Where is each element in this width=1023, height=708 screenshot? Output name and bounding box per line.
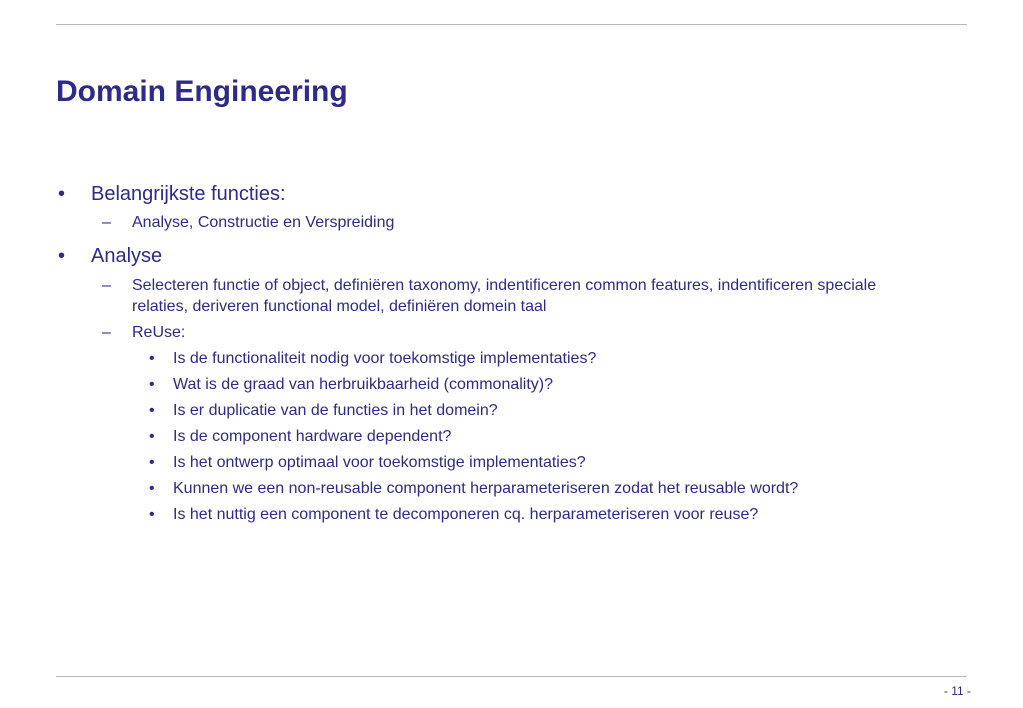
slide-content bbox=[56, 180, 936, 525]
top-divider bbox=[56, 24, 967, 25]
reuse-item bbox=[56, 374, 936, 395]
bullet-dash: – bbox=[102, 214, 111, 231]
sub-bullet-analyse-constructie bbox=[56, 212, 936, 233]
sub-bullet-selecteren bbox=[56, 275, 936, 317]
reuse-item bbox=[56, 348, 936, 369]
reuse-item-text: Is het ontwerp optimaal voor toekomstige implementaties? bbox=[173, 454, 586, 471]
bullet-dot: • bbox=[149, 428, 155, 445]
bullet-dot: • bbox=[58, 245, 66, 267]
page-number: - 11 - bbox=[943, 684, 971, 698]
bullet-dot: • bbox=[58, 183, 66, 205]
sub-bullet-text: Analyse, Constructie en Verspreiding bbox=[132, 214, 395, 231]
reuse-item-text: Kunnen we een non-reusable component herparameteriseren zodat het reusable wordt? bbox=[173, 480, 799, 497]
sub-bullet-reuse bbox=[56, 322, 936, 343]
reuse-item-text: Is het nuttig een component te decomponeren cq. herparameteriseren voor reuse? bbox=[173, 506, 759, 523]
sub-bullet-text: ReUse: bbox=[132, 324, 186, 341]
reuse-item-text: Is de functionaliteit nodig voor toekomstige implementaties? bbox=[173, 350, 597, 367]
bullet-dot: • bbox=[149, 376, 155, 393]
bullet-dot: • bbox=[149, 350, 155, 367]
reuse-item bbox=[56, 426, 936, 447]
reuse-item-text: Wat is de graad van herbruikbaarheid (commonality)? bbox=[173, 376, 554, 393]
reuse-item bbox=[56, 478, 936, 499]
slide-title: Domain Engineering bbox=[56, 75, 348, 108]
bullet-dot: • bbox=[149, 402, 155, 419]
reuse-item bbox=[56, 400, 936, 421]
bullet-dash: – bbox=[102, 277, 111, 294]
bullet-dot: • bbox=[149, 454, 155, 471]
bullet-belangrijkste-functies bbox=[56, 180, 936, 208]
bullet-dot: • bbox=[149, 506, 155, 523]
bottom-divider bbox=[56, 676, 967, 677]
reuse-item bbox=[56, 504, 936, 525]
bullet-dot: • bbox=[149, 480, 155, 497]
reuse-item-text: Is de component hardware dependent? bbox=[173, 428, 452, 445]
reuse-item bbox=[56, 452, 936, 473]
bullet-dash: – bbox=[102, 324, 111, 341]
bullet-text: Analyse bbox=[91, 245, 163, 267]
bullet-analyse bbox=[56, 242, 936, 270]
bullet-text: Belangrijkste functies: bbox=[91, 183, 286, 205]
reuse-item-text: Is er duplicatie van de functies in het domein? bbox=[173, 402, 498, 419]
sub-bullet-text: Selecteren functie of object, definiëren taxonomy, indentificeren common features, indentificeren speciale relaties, deriveren functional model, definiëren domein taal bbox=[132, 277, 877, 315]
